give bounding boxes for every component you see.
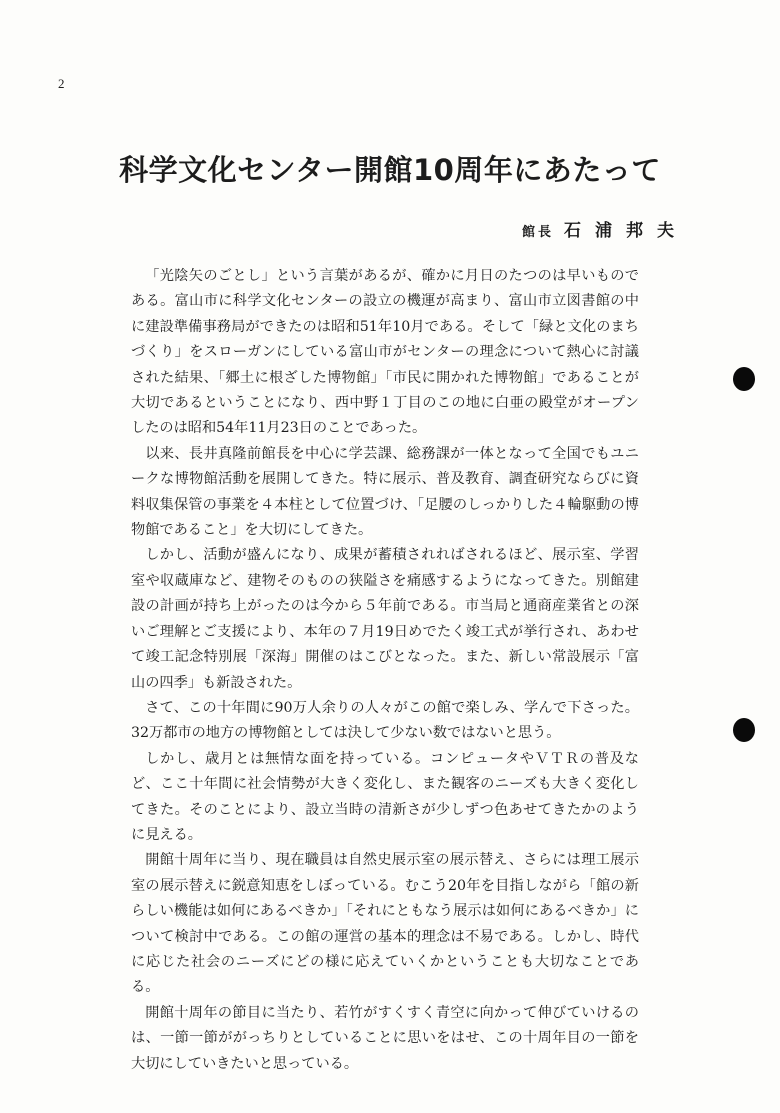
paragraph: 「光陰矢のごとし」という言葉があるが、確かに月日のたつのは早いものである。富山市に科学文化センターの設立の機運が高まり、富山市立図書館の中に建設準備事務局ができたのは昭和51年10月である。そして「緑と文化のまちづくり」をスローガンにしている富山市がセンターの理念について熱心に討議された結果、「郷土に根ざした博物館」「市民に開かれた博物館」であることが大切であるということになり、西中野１丁目のこの地に白亜の殿堂がオープンしたのは昭和54年11月23日のことであった。	[131, 268, 639, 437]
paragraph: しかし、活動が盛んになり、成果が蓄積されればされるほど、展示室、学習室や収蔵庫など、建物そのものの狭隘さを痛感するようになってきた。別館建設の計画が持ち上がったのは今から５年前である。市当局と通商産業省との深いご理解とご支援により、本年の７月19日めでたく竣工式が挙行され、あわせて竣工記念特別展「深海」開催のはこびとなった。また、新しい常設展示「富山の四季」も新設された。	[131, 547, 639, 691]
author-name: 石浦邦夫	[564, 221, 688, 241]
paragraph: しかし、歳月とは無情な面を持っている。コンピュータやＶＴＲの普及など、ここ十年間に社会情勢が大きく変化し、また観客のニーズも大きく変化してきた。そのことにより、設立当時の清新さが少しずつ色あせてきたかのように見える。	[131, 750, 639, 843]
article-body	[131, 264, 639, 1077]
paragraph: さて、この十年間に90万人余りの人々がこの館で楽しみ、学んで下さった。32万都市の地方の博物館としては決して少ない数ではないと思う。	[131, 699, 639, 742]
paragraph: 開館十周年に当り、現在職員は自然史展示室の展示替え、さらには理工展示室の展示替えに鋭意知恵をしぼっている。むこう20年を目指しながら「館の新らしい機能は如何にあるべきか」「それにともなう展示は如何にあるべきか」について検討中である。この館の運営の基本的理念は不易である。しかし、時代に応じた社会のニーズにどの様に応えていくかということも大切なことである。	[131, 852, 639, 996]
paragraph: 以来、長井真隆前館長を中心に学芸課、総務課が一体となって全国でもユニークな博物館活動を展開してきた。特に展示、普及教育、調査研究ならびに資料収集保管の事業を４本柱として位置づけ、「足腰のしっかりした４輪駆動の博物館であること」を大切にしてきた。	[131, 445, 639, 539]
binder-hole	[733, 718, 755, 742]
paragraph: 開館十周年の節目に当たり、若竹がすくすく青空に向かって伸びていけるのは、一節一節ががっちりとしていることに思いをはせ、この十周年目の一節を大切にしていきたいと思っている。	[131, 1004, 639, 1072]
binder-hole	[733, 367, 755, 391]
author-line	[522, 216, 688, 241]
author-role: 館長	[521, 225, 554, 240]
page-title: 科学文化センター開館10周年にあたって	[119, 153, 661, 187]
page-number: 2	[58, 76, 65, 91]
